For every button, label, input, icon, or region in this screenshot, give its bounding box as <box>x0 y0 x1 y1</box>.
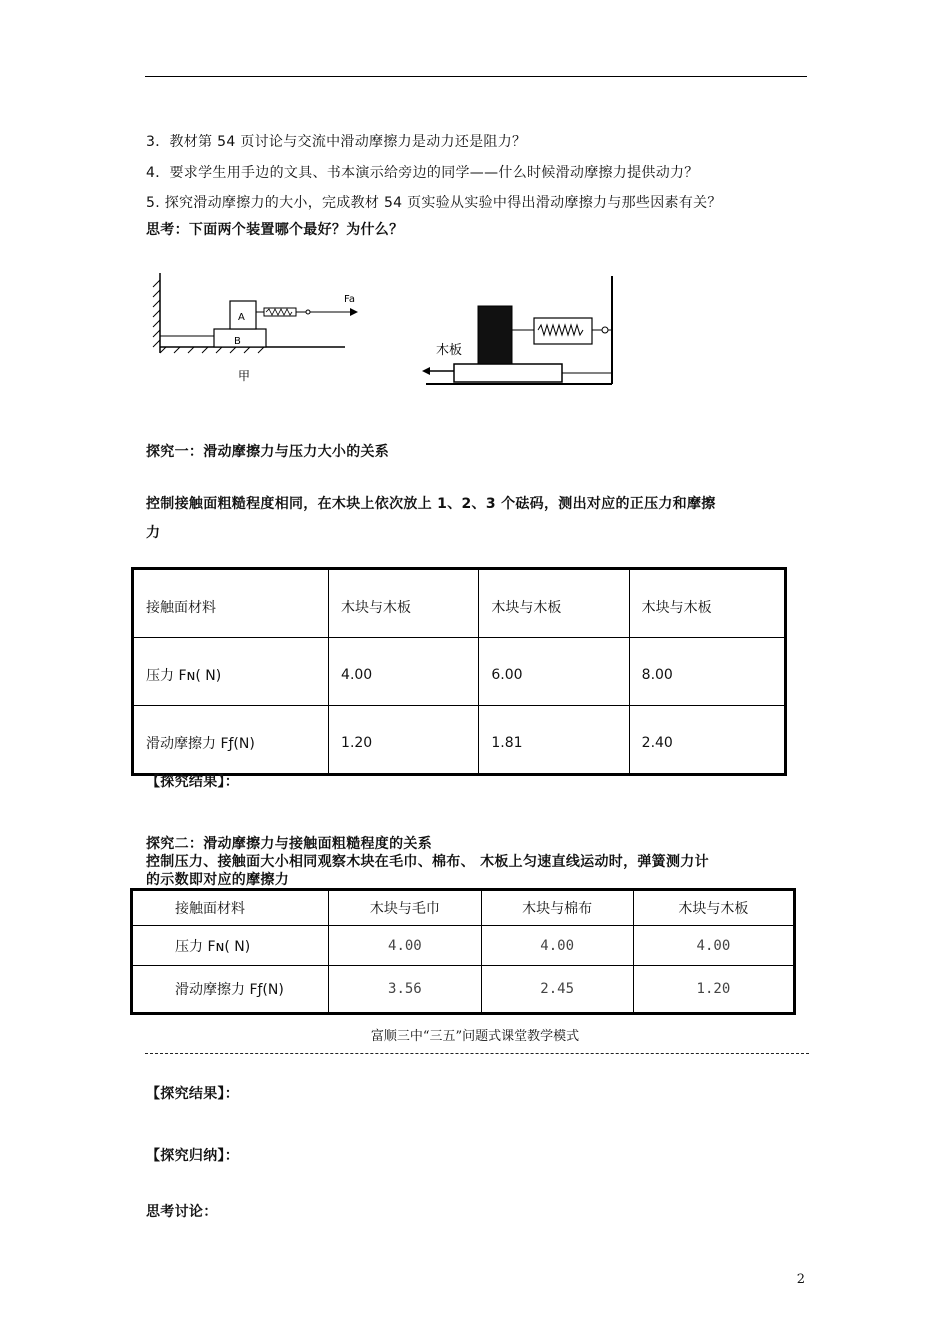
board-label: 木板 <box>436 343 463 358</box>
table-cell: 6.00 <box>479 638 629 706</box>
table-header-row <box>133 569 786 638</box>
inquiry1-result: 【探究结果】： <box>146 774 240 790</box>
apparatus-right-figure <box>416 272 621 402</box>
table-cell: 2.40 <box>629 706 785 775</box>
table-header-cell: 木块与棉布 <box>481 890 633 926</box>
inquiry1-desc-2: 力 <box>146 525 161 541</box>
table-cell: 1.81 <box>479 706 629 775</box>
inquiry2-title: 探究二：滑动摩擦力与接触面粗糙程度的关系 <box>146 836 432 852</box>
question-4: 4．要求学生用手边的文具、书本演示给旁边的同学——什么时候滑动摩擦力提供动力？ <box>146 165 699 181</box>
question-5: 5. 探究滑动摩擦力的大小，完成教材 54 页实验从实验中得出滑动摩擦力与那些因素有关？ <box>146 195 722 211</box>
table-cell: 4.00 <box>329 638 479 706</box>
table-header-cell: 木块与木板 <box>479 569 629 638</box>
table-header-cell: 木块与木板 <box>629 569 785 638</box>
table-row <box>133 706 786 775</box>
table-cell: 1.20 <box>329 706 479 775</box>
table-header-cell: 接触面材料 <box>132 890 329 926</box>
table-cell: 4.00 <box>329 926 481 966</box>
header-rule <box>145 76 807 77</box>
table-header-row <box>132 890 795 926</box>
table-cell: 8.00 <box>629 638 785 706</box>
after-summary: 【探究归纳】： <box>146 1148 240 1164</box>
table-header-cell: 木块与木板 <box>633 890 794 926</box>
inquiry2-desc-1: 控制压力、接触面大小相同观察木块在毛巾、棉布、 木板上匀速直线运动时，弹簧测力计 <box>146 854 709 870</box>
figure-caption-jia: 甲 <box>238 369 251 383</box>
block-b-label: B <box>234 336 241 347</box>
after-discussion: 思考讨论： <box>146 1204 218 1220</box>
question-3: 3．教材第 54 页讨论与交流中滑动摩擦力是动力还是阻力？ <box>146 134 527 150</box>
table-cell: 2.45 <box>481 966 633 1014</box>
table-row <box>132 966 795 1014</box>
footer-dashed-rule <box>145 1053 809 1054</box>
think-prompt: 思考：下面两个装置哪个最好？为什么？ <box>146 222 404 238</box>
force-label: Fa <box>344 294 355 305</box>
table-cell: 3.56 <box>329 966 481 1014</box>
apparatus-left-figure <box>150 268 355 388</box>
table-row-label: 压力 Fɴ( N) <box>133 638 329 706</box>
table-cell: 4.00 <box>633 926 794 966</box>
table-row-label: 滑动摩擦力 Fƒ(N) <box>133 706 329 775</box>
inquiry2-table <box>130 888 796 1015</box>
table-header-cell: 木块与毛巾 <box>329 890 481 926</box>
table-row-label: 滑动摩擦力 Fƒ(N) <box>132 966 329 1014</box>
after-result: 【探究结果】： <box>146 1086 240 1102</box>
page-number: 2 <box>796 1272 805 1287</box>
inquiry1-table <box>131 567 787 776</box>
table-row <box>133 638 786 706</box>
table-header-cell: 接触面材料 <box>133 569 329 638</box>
table-header-cell: 木块与木板 <box>329 569 479 638</box>
footer-school-text: 富顺三中“三五”问题式课堂教学模式 <box>370 1029 580 1044</box>
table-cell: 1.20 <box>633 966 794 1014</box>
inquiry2-desc-2: 的示数即对应的摩擦力 <box>146 872 289 888</box>
block-a-label: A <box>238 312 245 323</box>
table-row <box>132 926 795 966</box>
table-row-label: 压力 Fɴ( N) <box>132 926 329 966</box>
table-cell: 4.00 <box>481 926 633 966</box>
inquiry1-title: 探究一：滑动摩擦力与压力大小的关系 <box>146 444 390 460</box>
inquiry1-desc-1: 控制接触面粗糙程度相同，在木块上依次放上 1、2、3 个砝码，测出对应的正压力和摩擦 <box>146 496 716 512</box>
